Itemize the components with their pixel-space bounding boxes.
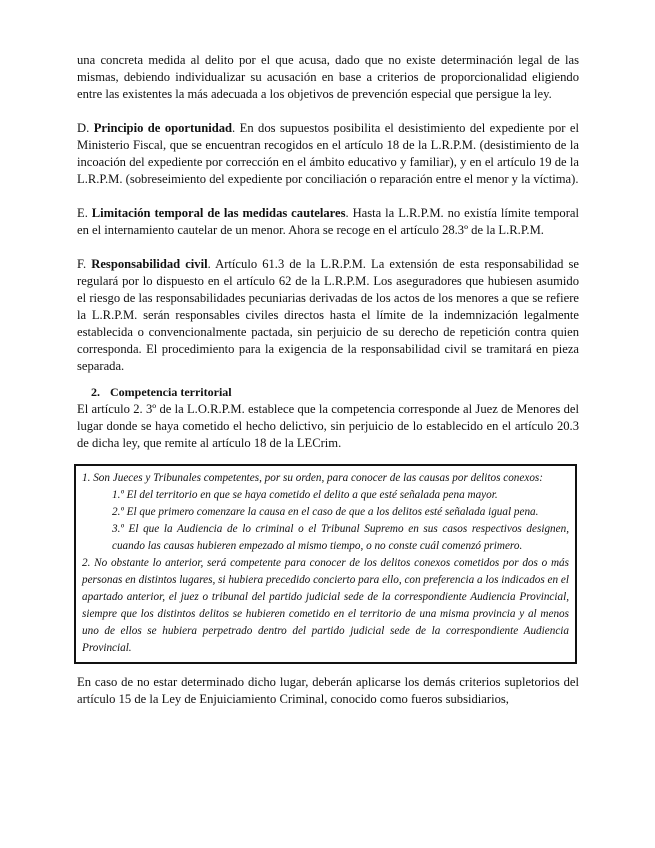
item-text: . En dos supuestos posibilita el desistimiento del expediente por el Ministerio Fiscal, que se encuentran recogidos en el artículo 18 de la L.R.P.M. (desistimiento de la incoación del expediente por corrección en el ámbito educativo y familiar), y en el artículo 19 de la L.R.P.M. (sobreseimiento del expediente por conciliación o reparación entre el menor y la víctima). — [77, 121, 579, 186]
paragraph-principio-oportunidad — [77, 120, 579, 188]
quote-subitem: 1.º El del territorio en que se haya cometido el delito a que esté señalada pena mayor. — [112, 489, 498, 501]
legal-quote-box — [74, 464, 577, 664]
paragraph-responsabilidad-civil — [77, 256, 579, 375]
paragraph-limitacion-temporal — [77, 205, 579, 239]
document-page — [77, 52, 579, 708]
item-title: Responsabilidad civil — [91, 257, 208, 271]
paragraph-competencia: El artículo 2. 3º de la L.O.R.P.M. establece que la competencia corresponde al Juez de Menores del lugar donde se haya cometido el hecho delictivo, sin perjuicio de lo establecido en el artículo 20.3 de dicha ley, que remite al artículo 18 de la LECrim. — [77, 402, 579, 450]
quote-subitem: 2.º El que primero comenzare la causa en el caso de que a los delitos esté señalada igual pena. — [112, 506, 539, 518]
paragraph-fueros-subsidiarios: En caso de no estar determinado dicho lugar, deberán aplicarse los demás criterios supletorios del artículo 15 de la Ley de Enjuiciamiento Criminal, conocido como fueros subsidiarios, — [77, 675, 579, 706]
paragraph-intro: una concreta medida al delito por el que acusa, dado que no existe determinación legal de las mismas, debiendo individualizar su acusación en base a criterios de proporcionalidad eligiendo entre las existentes la más adecuada a los objetivos de prevención especial que persigue la ley. — [77, 53, 579, 101]
quote-subitem: 3.º El que la Audiencia de lo criminal o el Tribunal Supremo en sus casos respectivos designen, cuando las causas hubieren empezado al mismo tiempo, o no conste cuál comenzó primero. — [112, 523, 569, 552]
item-text: . Artículo 61.3 de la L.R.P.M. La extensión de esta responsabilidad se regulará por lo dispuesto en el artículo 62 de la L.R.P.M. Los aseguradores que hubiesen asumido el riesgo de las responsabilidades pecuniarias derivadas de los actos de los menores a que se refiere la L.R.P.M. serán responsables civiles directos hasta el límite de la indemnización legalmente establecida o convencionalmente pactada, sin perjuicio de su derecho de repetición contra quien corresponda. El procedimiento para la exigencia de la responsabilidad civil se tramitará en pieza separada. — [77, 257, 580, 373]
quote-line: 2. No obstante lo anterior, será competente para conocer de los delitos conexos cometidos por dos o más personas en distintos lugares, si hubiera precedido concierto para ello, con preferencia a los indicados en el apartado anterior, el juez o tribunal del partido judicial sede de la correspondiente Audiencia Provincial, siempre que los distintos delitos se hubieren cometido en el territorio de una misma provincia y al menos uno de ellos se hubiera perpetrado dentro del partido judicial sede de la correspondiente Audiencia Provincial. — [82, 557, 569, 654]
quote-line: 1. Son Jueces y Tribunales competentes, por su orden, para conocer de las causas por delitos conexos: — [82, 472, 543, 484]
section-heading — [91, 384, 579, 401]
item-title: Limitación temporal de las medidas cautelares — [91, 206, 346, 220]
item-title: Principio de oportunidad — [93, 121, 233, 135]
item-letter: F. — [77, 257, 92, 271]
item-text: . Hasta la L.R.P.M. no existía límite temporal en el internamiento cautelar de un menor. Ahora se recoge en el artículo 28.3º de la L.R.P.M. — [77, 206, 579, 237]
section-number: 2. — [91, 385, 100, 399]
item-letter: E. — [77, 206, 92, 220]
section-title: Competencia territorial — [110, 385, 232, 399]
item-letter: D. — [77, 121, 94, 135]
